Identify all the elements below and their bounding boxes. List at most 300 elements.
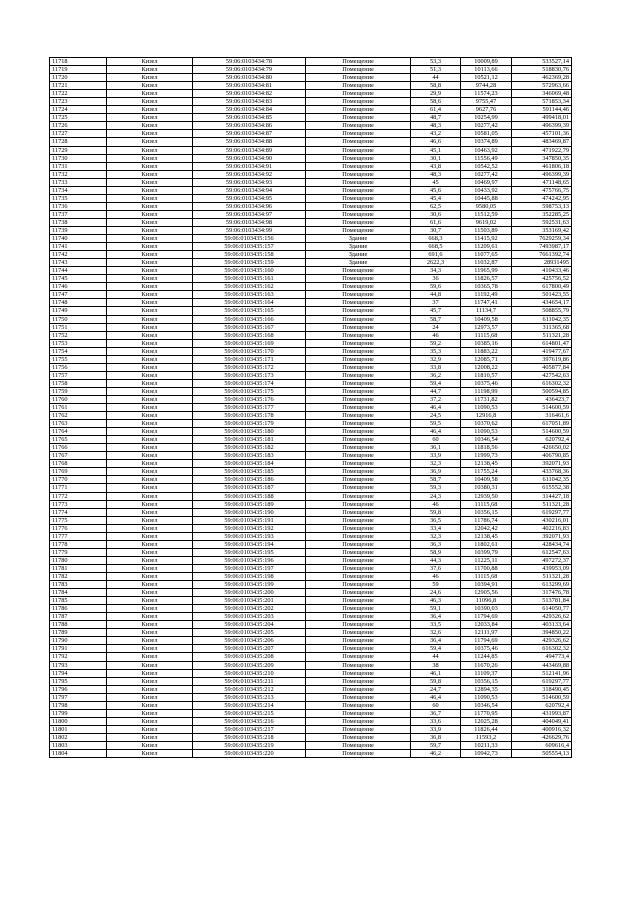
area-cell: 60: [411, 436, 461, 444]
area-cell: 32,3: [411, 532, 461, 540]
table-row: [50, 548, 572, 556]
purpose-cell: Помещение: [306, 395, 411, 403]
city-cell: Кизел: [107, 741, 193, 749]
purpose-cell: Помещение: [306, 98, 411, 106]
unit-value-cell: 12085,71: [461, 355, 512, 363]
table-row: [50, 170, 572, 178]
cadastral-number-cell: 59:06:0103434:97: [193, 210, 306, 218]
cadastral-number-cell: 59:06:0103435:191: [193, 516, 306, 524]
unit-value-cell: 10409,58: [461, 315, 512, 323]
unit-value-cell: 10113,66: [461, 66, 512, 74]
cadastral-number-cell: 59:06:0103435:196: [193, 556, 306, 564]
row-number-cell: 11756: [50, 363, 107, 371]
city-cell: Кизел: [107, 420, 193, 428]
area-cell: 45,6: [411, 186, 461, 194]
city-cell: Кизел: [107, 589, 193, 597]
area-cell: 43,8: [411, 162, 461, 170]
table-row: [50, 202, 572, 210]
row-number-cell: 11755: [50, 355, 107, 363]
cadastral-value-cell: 518830,76: [512, 66, 572, 74]
area-cell: 46,1: [411, 669, 461, 677]
unit-value-cell: 12111,97: [461, 629, 512, 637]
city-cell: Кизел: [107, 685, 193, 693]
cadastral-value-cell: 427542,63: [512, 371, 572, 379]
cadastral-number-cell: 59:06:0103435:160: [193, 267, 306, 275]
purpose-cell: Помещение: [306, 58, 411, 66]
unit-value-cell: 10356,15: [461, 508, 512, 516]
cadastral-value-cell: 474242,95: [512, 194, 572, 202]
cadastral-value-cell: 426650,02: [512, 444, 572, 452]
area-cell: 36,7: [411, 709, 461, 717]
cadastral-number-cell: 59:06:0103434:84: [193, 106, 306, 114]
area-cell: 33,9: [411, 452, 461, 460]
unit-value-cell: 10390,03: [461, 605, 512, 613]
cadastral-number-cell: 59:06:0103434:87: [193, 130, 306, 138]
cadastral-number-cell: 59:06:0103435:193: [193, 532, 306, 540]
city-cell: Кизел: [107, 154, 193, 162]
purpose-cell: Здание: [306, 251, 411, 259]
area-cell: 24,7: [411, 685, 461, 693]
unit-value-cell: 9627,76: [461, 106, 512, 114]
table-row: [50, 556, 572, 564]
city-cell: Кизел: [107, 661, 193, 669]
area-cell: 36,3: [411, 540, 461, 548]
city-cell: Кизел: [107, 218, 193, 226]
table-row: [50, 243, 572, 251]
cadastral-number-cell: 59:06:0103435:220: [193, 750, 306, 758]
city-cell: Кизел: [107, 235, 193, 243]
city-cell: Кизел: [107, 709, 193, 717]
purpose-cell: Помещение: [306, 717, 411, 725]
unit-value-cell: 11115,68: [461, 573, 512, 581]
purpose-cell: Помещение: [306, 581, 411, 589]
unit-value-cell: 10254,99: [461, 114, 512, 122]
row-number-cell: 11785: [50, 597, 107, 605]
table-row: [50, 74, 572, 82]
area-cell: 29,9: [411, 90, 461, 98]
cadastral-value-cell: 406790,85: [512, 452, 572, 460]
row-number-cell: 11735: [50, 194, 107, 202]
area-cell: 58,8: [411, 82, 461, 90]
table-row: [50, 444, 572, 452]
area-cell: 51,3: [411, 66, 461, 74]
cadastral-value-cell: 419477,67: [512, 347, 572, 355]
unit-value-cell: 9619,02: [461, 218, 512, 226]
unit-value-cell: 10463,92: [461, 146, 512, 154]
row-number-cell: 11777: [50, 532, 107, 540]
table-row: [50, 589, 572, 597]
row-number-cell: 11750: [50, 315, 107, 323]
cadastral-value-cell: 402216,83: [512, 524, 572, 532]
cadastral-number-cell: 59:06:0103435:171: [193, 355, 306, 363]
table-row: [50, 395, 572, 403]
city-cell: Кизел: [107, 106, 193, 114]
area-cell: 43,2: [411, 130, 461, 138]
purpose-cell: Помещение: [306, 741, 411, 749]
row-number-cell: 11803: [50, 741, 107, 749]
row-number-cell: 11796: [50, 685, 107, 693]
unit-value-cell: 10346,54: [461, 701, 512, 709]
unit-value-cell: 10942,73: [461, 750, 512, 758]
city-cell: Кизел: [107, 476, 193, 484]
cadastral-value-cell: 620792,4: [512, 436, 572, 444]
city-cell: Кизел: [107, 210, 193, 218]
row-number-cell: 11799: [50, 709, 107, 717]
unit-value-cell: 11574,23: [461, 90, 512, 98]
table-row: [50, 379, 572, 387]
city-cell: Кизел: [107, 138, 193, 146]
table-row: [50, 291, 572, 299]
unit-value-cell: 11512,59: [461, 210, 512, 218]
city-cell: Кизел: [107, 629, 193, 637]
row-number-cell: 11792: [50, 653, 107, 661]
city-cell: Кизел: [107, 283, 193, 291]
row-number-cell: 11728: [50, 138, 107, 146]
table-row: [50, 251, 572, 259]
unit-value-cell: 11192,49: [461, 291, 512, 299]
city-cell: Кизел: [107, 725, 193, 733]
city-cell: Кизел: [107, 701, 193, 709]
city-cell: Кизел: [107, 605, 193, 613]
cadastral-value-cell: 620792,4: [512, 701, 572, 709]
area-cell: 48,3: [411, 122, 461, 130]
purpose-cell: Помещение: [306, 613, 411, 621]
table-row: [50, 733, 572, 741]
cadastral-number-cell: 59:06:0103435:180: [193, 428, 306, 436]
purpose-cell: Помещение: [306, 452, 411, 460]
table-row: [50, 597, 572, 605]
unit-value-cell: 11999,73: [461, 452, 512, 460]
row-number-cell: 11719: [50, 66, 107, 74]
row-number-cell: 11737: [50, 210, 107, 218]
area-cell: 44: [411, 74, 461, 82]
purpose-cell: Помещение: [306, 323, 411, 331]
area-cell: 33,4: [411, 524, 461, 532]
cadastral-value-cell: 571853,34: [512, 98, 572, 106]
cadastral-value-cell: 514600,59: [512, 693, 572, 701]
unit-value-cell: 12138,45: [461, 460, 512, 468]
area-cell: 59,2: [411, 339, 461, 347]
area-cell: 53,3: [411, 58, 461, 66]
cadastral-value-cell: 346069,48: [512, 90, 572, 98]
row-number-cell: 11744: [50, 267, 107, 275]
unit-value-cell: 10394,91: [461, 581, 512, 589]
unit-value-cell: 10370,62: [461, 420, 512, 428]
cadastral-number-cell: 59:06:0103435:208: [193, 653, 306, 661]
cadastral-value-cell: 7661392,74: [512, 251, 572, 259]
row-number-cell: 11769: [50, 468, 107, 476]
row-number-cell: 11732: [50, 170, 107, 178]
table-row: [50, 122, 572, 130]
purpose-cell: Помещение: [306, 750, 411, 758]
row-number-cell: 11738: [50, 218, 107, 226]
area-cell: 44,3: [411, 556, 461, 564]
unit-value-cell: 11755,24: [461, 468, 512, 476]
row-number-cell: 11768: [50, 460, 107, 468]
cadastral-value-cell: 434654,17: [512, 299, 572, 307]
area-cell: 36,5: [411, 516, 461, 524]
city-cell: Кизел: [107, 186, 193, 194]
purpose-cell: Помещение: [306, 589, 411, 597]
purpose-cell: Помещение: [306, 629, 411, 637]
cadastral-value-cell: 353169,42: [512, 226, 572, 234]
area-cell: 38: [411, 661, 461, 669]
unit-value-cell: 11415,92: [461, 235, 512, 243]
cadastral-number-cell: 59:06:0103434:82: [193, 90, 306, 98]
row-number-cell: 11718: [50, 58, 107, 66]
table-row: [50, 701, 572, 709]
cadastral-number-cell: 59:06:0103434:86: [193, 122, 306, 130]
cadastral-number-cell: 59:06:0103435:207: [193, 645, 306, 653]
area-cell: 58,6: [411, 98, 461, 106]
table-row: [50, 460, 572, 468]
row-number-cell: 11776: [50, 524, 107, 532]
cadastral-number-cell: 59:06:0103434:78: [193, 58, 306, 66]
table-row: [50, 693, 572, 701]
cadastral-value-cell: 462369,28: [512, 74, 572, 82]
row-number-cell: 11778: [50, 540, 107, 548]
purpose-cell: Помещение: [306, 283, 411, 291]
cadastral-number-cell: 59:06:0103435:190: [193, 508, 306, 516]
city-cell: Кизел: [107, 347, 193, 355]
city-cell: Кизел: [107, 339, 193, 347]
table-row: [50, 347, 572, 355]
unit-value-cell: 10469,97: [461, 178, 512, 186]
unit-value-cell: 11115,68: [461, 331, 512, 339]
purpose-cell: Помещение: [306, 291, 411, 299]
cadastral-value-cell: 619297,77: [512, 508, 572, 516]
city-cell: Кизел: [107, 387, 193, 395]
city-cell: Кизел: [107, 331, 193, 339]
purpose-cell: Помещение: [306, 178, 411, 186]
area-cell: 36,8: [411, 733, 461, 741]
cadastral-value-cell: 511321,28: [512, 500, 572, 508]
unit-value-cell: 10385,16: [461, 339, 512, 347]
cadastral-value-cell: 433768,36: [512, 468, 572, 476]
row-number-cell: 11747: [50, 291, 107, 299]
purpose-cell: Здание: [306, 259, 411, 267]
city-cell: Кизел: [107, 130, 193, 138]
area-cell: 30,6: [411, 210, 461, 218]
city-cell: Кизел: [107, 621, 193, 629]
unit-value-cell: 11731,82: [461, 395, 512, 403]
purpose-cell: Помещение: [306, 90, 411, 98]
area-cell: 37,6: [411, 564, 461, 572]
area-cell: 59,6: [411, 283, 461, 291]
cadastral-value-cell: 616302,32: [512, 379, 572, 387]
purpose-cell: Помещение: [306, 154, 411, 162]
cadastral-number-cell: 59:06:0103435:158: [193, 251, 306, 259]
city-cell: Кизел: [107, 243, 193, 251]
table-row: [50, 677, 572, 685]
unit-value-cell: 10211,33: [461, 741, 512, 749]
city-cell: Кизел: [107, 564, 193, 572]
cadastral-number-cell: 59:06:0103435:167: [193, 323, 306, 331]
unit-value-cell: 11134,7: [461, 307, 512, 315]
table-row: [50, 404, 572, 412]
cadastral-number-cell: 59:06:0103435:159: [193, 259, 306, 267]
purpose-cell: Помещение: [306, 605, 411, 613]
unit-value-cell: 12033,84: [461, 621, 512, 629]
data-table: [49, 57, 572, 758]
row-number-cell: 11784: [50, 589, 107, 597]
cadastral-value-cell: 347850,35: [512, 154, 572, 162]
cadastral-number-cell: 59:06:0103435:206: [193, 637, 306, 645]
cadastral-number-cell: 59:06:0103435:212: [193, 685, 306, 693]
table-row: [50, 90, 572, 98]
row-number-cell: 11758: [50, 379, 107, 387]
cadastral-number-cell: 59:06:0103434:90: [193, 154, 306, 162]
cadastral-number-cell: 59:06:0103435:172: [193, 363, 306, 371]
area-cell: 59: [411, 581, 461, 589]
cadastral-value-cell: 616302,32: [512, 645, 572, 653]
table-row: [50, 178, 572, 186]
purpose-cell: Помещение: [306, 371, 411, 379]
area-cell: 62,5: [411, 202, 461, 210]
row-number-cell: 11797: [50, 693, 107, 701]
table-row: [50, 653, 572, 661]
city-cell: Кизел: [107, 202, 193, 210]
table-row: [50, 613, 572, 621]
area-cell: 59,3: [411, 484, 461, 492]
purpose-cell: Помещение: [306, 661, 411, 669]
table-row: [50, 106, 572, 114]
cadastral-number-cell: 59:06:0103434:91: [193, 162, 306, 170]
table-row: [50, 436, 572, 444]
cadastral-value-cell: 613299,69: [512, 581, 572, 589]
area-cell: 46,4: [411, 693, 461, 701]
cadastral-value-cell: 614801,47: [512, 339, 572, 347]
row-number-cell: 11724: [50, 106, 107, 114]
cadastral-number-cell: 59:06:0103435:170: [193, 347, 306, 355]
cadastral-number-cell: 59:06:0103435:209: [193, 661, 306, 669]
area-cell: 24,3: [411, 492, 461, 500]
city-cell: Кизел: [107, 146, 193, 154]
table-row: [50, 452, 572, 460]
cadastral-value-cell: 425756,52: [512, 275, 572, 283]
cadastral-value-cell: 311365,68: [512, 323, 572, 331]
area-cell: 46,4: [411, 428, 461, 436]
cadastral-number-cell: 59:06:0103435:188: [193, 492, 306, 500]
unit-value-cell: 11077,65: [461, 251, 512, 259]
purpose-cell: Помещение: [306, 428, 411, 436]
purpose-cell: Помещение: [306, 653, 411, 661]
cadastral-value-cell: 514600,59: [512, 428, 572, 436]
cadastral-value-cell: 511321,28: [512, 331, 572, 339]
cadastral-number-cell: 59:06:0103435:205: [193, 629, 306, 637]
unit-value-cell: 10433,92: [461, 186, 512, 194]
area-cell: 48,3: [411, 170, 461, 178]
row-number-cell: 11794: [50, 669, 107, 677]
city-cell: Кизел: [107, 404, 193, 412]
row-number-cell: 11775: [50, 516, 107, 524]
table-row: [50, 339, 572, 347]
table-row: [50, 275, 572, 283]
area-cell: 58,9: [411, 548, 461, 556]
table-row: [50, 412, 572, 420]
row-number-cell: 11754: [50, 347, 107, 355]
unit-value-cell: 9744,28: [461, 82, 512, 90]
row-number-cell: 11726: [50, 122, 107, 130]
unit-value-cell: 10542,52: [461, 162, 512, 170]
cadastral-number-cell: 59:06:0103434:81: [193, 82, 306, 90]
area-cell: 59,5: [411, 420, 461, 428]
cadastral-value-cell: 431993,87: [512, 709, 572, 717]
cadastral-number-cell: 59:06:0103435:210: [193, 669, 306, 677]
purpose-cell: Помещение: [306, 444, 411, 452]
area-cell: 59,1: [411, 605, 461, 613]
cadastral-number-cell: 59:06:0103435:164: [193, 299, 306, 307]
cadastral-value-cell: 496399,39: [512, 122, 572, 130]
city-cell: Кизел: [107, 379, 193, 387]
unit-value-cell: 10375,46: [461, 645, 512, 653]
cadastral-number-cell: 59:06:0103435:203: [193, 613, 306, 621]
purpose-cell: Помещение: [306, 194, 411, 202]
purpose-cell: Помещение: [306, 701, 411, 709]
area-cell: 59,4: [411, 379, 461, 387]
table-row: [50, 283, 572, 291]
cadastral-number-cell: 59:06:0103435:176: [193, 395, 306, 403]
unit-value-cell: 10399,79: [461, 548, 512, 556]
unit-value-cell: 11556,49: [461, 154, 512, 162]
area-cell: 45,1: [411, 146, 461, 154]
cadastral-number-cell: 59:06:0103435:197: [193, 564, 306, 572]
purpose-cell: Помещение: [306, 307, 411, 315]
unit-value-cell: 11503,89: [461, 226, 512, 234]
row-number-cell: 11743: [50, 259, 107, 267]
city-cell: Кизел: [107, 355, 193, 363]
cadastral-number-cell: 59:06:0103434:85: [193, 114, 306, 122]
cadastral-number-cell: 59:06:0103435:177: [193, 404, 306, 412]
row-number-cell: 11787: [50, 613, 107, 621]
area-cell: 36,4: [411, 613, 461, 621]
table-row: [50, 508, 572, 516]
cadastral-value-cell: 496399,39: [512, 170, 572, 178]
city-cell: Кизел: [107, 516, 193, 524]
table-row: [50, 331, 572, 339]
row-number-cell: 11748: [50, 299, 107, 307]
table-row: [50, 581, 572, 589]
city-cell: Кизел: [107, 267, 193, 275]
purpose-cell: Помещение: [306, 226, 411, 234]
cadastral-value-cell: 508855,79: [512, 307, 572, 315]
cadastral-value-cell: 457101,36: [512, 130, 572, 138]
area-cell: 46,2: [411, 750, 461, 758]
city-cell: Кизел: [107, 750, 193, 758]
row-number-cell: 11770: [50, 476, 107, 484]
area-cell: 44,8: [411, 291, 461, 299]
unit-value-cell: 12894,35: [461, 685, 512, 693]
area-cell: 33,8: [411, 363, 461, 371]
purpose-cell: Помещение: [306, 404, 411, 412]
city-cell: Кизел: [107, 669, 193, 677]
city-cell: Кизел: [107, 645, 193, 653]
table-row: [50, 363, 572, 371]
cadastral-value-cell: 609616,4: [512, 741, 572, 749]
table-row: [50, 741, 572, 749]
cadastral-number-cell: 59:06:0103435:192: [193, 524, 306, 532]
cadastral-number-cell: 59:06:0103435:194: [193, 540, 306, 548]
purpose-cell: Помещение: [306, 82, 411, 90]
purpose-cell: Помещение: [306, 484, 411, 492]
area-cell: 45,4: [411, 194, 461, 202]
table-row: [50, 637, 572, 645]
unit-value-cell: 10374,89: [461, 138, 512, 146]
cadastral-number-cell: 59:06:0103435:182: [193, 444, 306, 452]
city-cell: Кизел: [107, 653, 193, 661]
row-number-cell: 11791: [50, 645, 107, 653]
unit-value-cell: 12042,42: [461, 524, 512, 532]
